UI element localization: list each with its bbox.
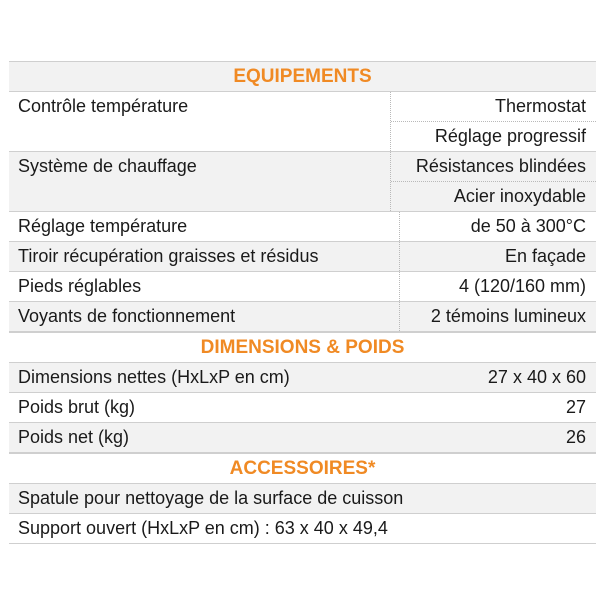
table-row-poids-net	[9, 423, 596, 453]
section-header-equipements: EQUIPEMENTS	[9, 61, 596, 92]
row-label: Système de chauffage	[18, 156, 197, 176]
table-row-tiroir	[9, 242, 596, 272]
table-row-support: Support ouvert (HxLxP en cm) : 63 x 40 x 49,4	[9, 514, 596, 544]
row-value: 2 témoins lumineux	[399, 302, 596, 331]
row-values	[390, 92, 596, 151]
table-row-systeme-chauffage	[9, 152, 596, 212]
row-label: Poids net (kg)	[18, 427, 130, 447]
table-row-reglage-temperature	[9, 212, 596, 242]
row-value: 27	[565, 397, 586, 417]
row-label: Pieds réglables	[18, 276, 142, 296]
row-label: Poids brut (kg)	[18, 397, 136, 417]
row-value: Acier inoxydable	[391, 181, 596, 211]
table-row-controle-temperature	[9, 92, 596, 152]
section-header-dimensions: DIMENSIONS & POIDS	[9, 332, 596, 363]
row-value: Réglage progressif	[391, 121, 596, 151]
section-header-accessoires: ACCESSOIRES*	[9, 453, 596, 484]
row-value: En façade	[399, 242, 596, 271]
table-row-dimensions-nettes	[9, 363, 596, 393]
row-label: Réglage température	[18, 216, 188, 236]
table-row-pieds	[9, 272, 596, 302]
row-value: de 50 à 300°C	[399, 212, 596, 241]
row-value: Thermostat	[494, 96, 586, 116]
row-label: Dimensions nettes (HxLxP en cm)	[18, 367, 290, 387]
row-values	[390, 152, 596, 211]
row-value: 4 (120/160 mm)	[399, 272, 596, 301]
table-row-voyants	[9, 302, 596, 332]
spec-table	[9, 61, 596, 544]
row-label: Voyants de fonctionnement	[18, 306, 236, 326]
row-label: Contrôle température	[18, 96, 189, 116]
row-value: 27 x 40 x 60	[487, 367, 586, 387]
row-label: Tiroir récupération graisses et résidus	[18, 246, 319, 266]
table-row-spatule: Spatule pour nettoyage de la surface de cuisson	[9, 484, 596, 514]
row-value: Résistances blindées	[415, 156, 586, 176]
row-value: 26	[565, 427, 586, 447]
table-row-poids-brut	[9, 393, 596, 423]
